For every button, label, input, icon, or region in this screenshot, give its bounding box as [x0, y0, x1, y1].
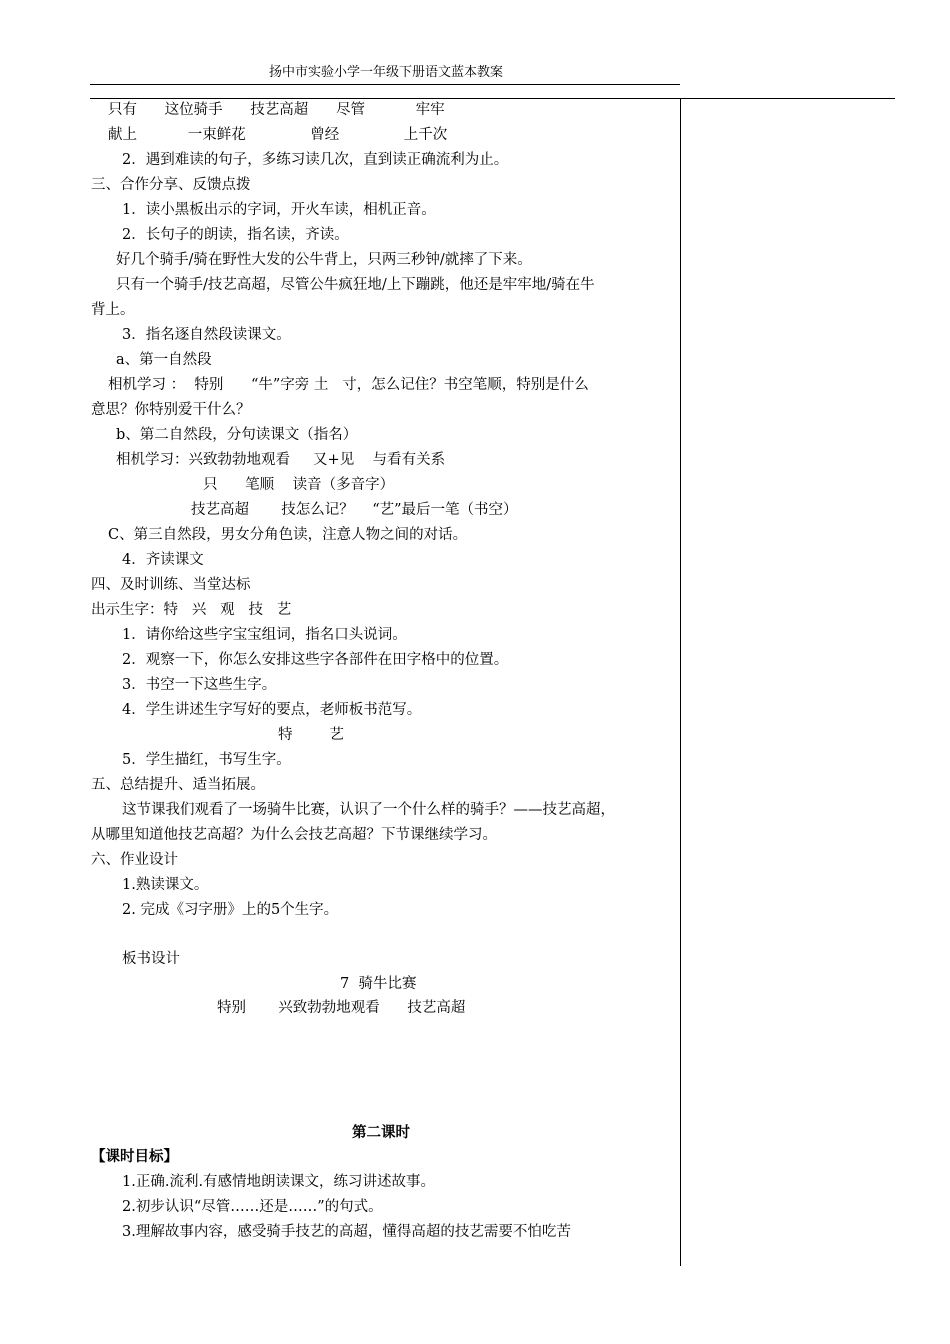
- text-line: 5．学生描红，书写生字。: [122, 752, 291, 768]
- text-line: 1．请你给这些字宝宝组词，指名口头说词。: [122, 627, 407, 643]
- paragraph-label: a、第一自然段: [116, 352, 212, 368]
- text-line: 4．齐读课文: [122, 552, 204, 568]
- page-header: 扬中市实验小学一年级下册语文蓝本教案: [268, 65, 503, 80]
- sentence-line: 只有一个骑手/技艺高超，尽管公牛疯狂地/上下蹦跳，他还是牢牢地/骑在牛: [116, 277, 595, 293]
- text-line: 从哪里知道他技艺高超？为什么会技艺高超？下节课继续学习。: [91, 827, 497, 843]
- new-characters: 出示生字：特 兴 观 技 艺: [91, 602, 292, 618]
- text-line: 3．书空一下这些生字。: [122, 677, 277, 693]
- homework-item: 1.熟读课文。: [122, 877, 209, 893]
- paragraph-label: C、第三自然段，男女分角色读，注意人物之间的对话。: [108, 527, 468, 543]
- section-heading-4: 四、及时训练、当堂达标: [91, 577, 251, 593]
- goal-item: 3.理解故事内容，感受骑手技艺的高超，懂得高超的技艺需要不怕吃苦: [122, 1224, 571, 1240]
- text-line: 只 笔顺 读音（多音字）: [203, 477, 395, 493]
- text-line: 意思？你特别爱干什么？: [91, 402, 251, 418]
- text-line: 3．指名逐自然段读课文。: [122, 327, 291, 343]
- goal-item: 1.正确.流利.有感情地朗读课文，练习讲述故事。: [122, 1174, 436, 1190]
- vocab-row-2: 献上 一束鲜花 曾经 上千次: [108, 127, 448, 143]
- sentence-line: 背上。: [91, 302, 135, 318]
- header-rule: [90, 84, 680, 85]
- text-line: 4．学生讲述生字写好的要点，老师板书范写。: [122, 702, 422, 718]
- paragraph-label: b、第二自然段，分句读课文（指名）: [116, 427, 358, 443]
- vocab-row-1: 只有 这位骑手 技艺高超 尽管 牢牢: [108, 102, 445, 118]
- goal-item: 2.初步认识“尽管……还是……”的句式。: [122, 1199, 383, 1215]
- section-heading-5: 五、总结提升、适当拓展。: [91, 777, 265, 793]
- table-top-border: [90, 98, 895, 99]
- section-heading-3: 三、合作分享、反馈点拨: [91, 177, 251, 193]
- text-line: 2．长句子的朗读，指名读，齐读。: [122, 227, 349, 243]
- sentence-line: 好几个骑手/骑在野性大发的公牛背上，只两三秒钟/就摔了下来。: [116, 252, 532, 268]
- demo-characters: 特 艺: [278, 727, 344, 743]
- text-line: 技艺高超 技怎么记？ “艺”最后一笔（书空）: [191, 502, 518, 518]
- section-heading-6: 六、作业设计: [91, 852, 178, 868]
- board-title: 7 骑牛比赛: [340, 976, 417, 992]
- text-line: 2．遇到难读的句子，多练习读几次，直到读正确流利为止。: [122, 152, 509, 168]
- homework-item: 2. 完成《习字册》上的5个生字。: [122, 902, 339, 918]
- lesson-goals-heading: 【课时目标】: [91, 1148, 178, 1165]
- text-line: 相机学习：兴致勃勃地观看 又+见 与看有关系: [116, 452, 446, 468]
- table-column-divider: [680, 98, 681, 1266]
- text-line: 1．读小黑板出示的字词，开火车读，相机正音。: [122, 202, 436, 218]
- board-keywords: 特别 兴致勃勃地观看 技艺高超: [217, 1000, 466, 1016]
- lesson-two-title: 第二课时: [352, 1124, 410, 1141]
- board-design-label: 板书设计: [122, 951, 180, 967]
- text-line: 这节课我们观看了一场骑牛比赛，认识了一个什么样的骑手？——技艺高超，: [122, 802, 615, 818]
- text-line: 2．观察一下，你怎么安排这些字各部件在田字格中的位置。: [122, 652, 509, 668]
- text-line: 相机学习 ： 特别 “牛”字旁 土 寸，怎么记住？书空笔顺，特别是什么: [108, 377, 589, 393]
